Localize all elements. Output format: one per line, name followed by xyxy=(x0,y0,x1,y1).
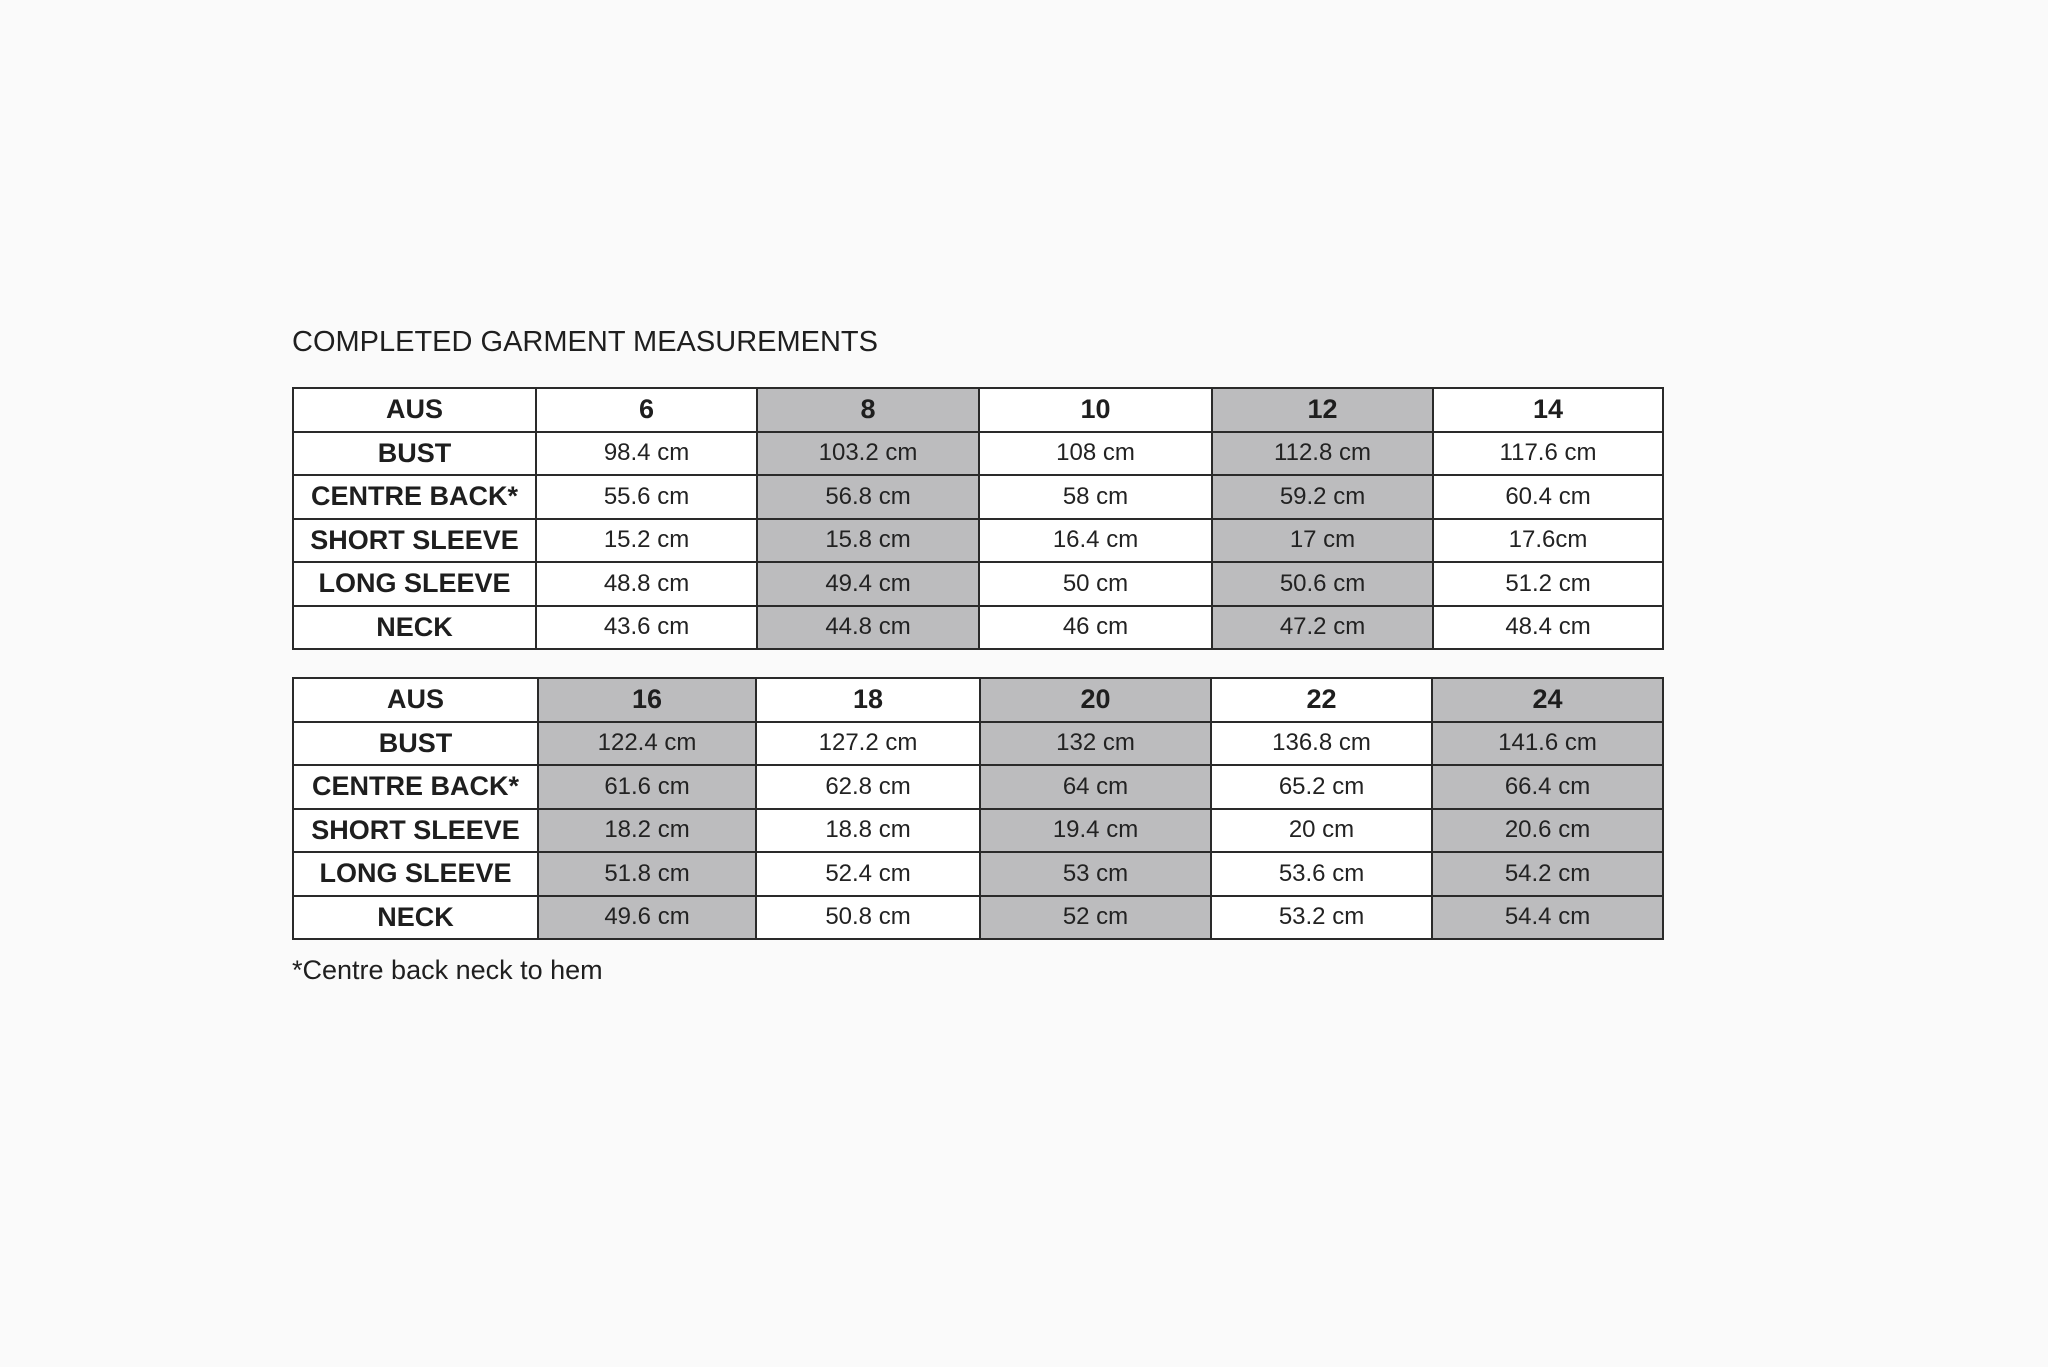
measurement-cell: 60.4 cm xyxy=(1433,475,1663,519)
size-header-cell: 12 xyxy=(1212,388,1433,432)
size-header-cell: 14 xyxy=(1433,388,1663,432)
measurement-cell: 132 cm xyxy=(980,722,1211,766)
measurement-cell: 103.2 cm xyxy=(757,432,979,476)
table-row xyxy=(293,432,1663,476)
measurement-cell: 52.4 cm xyxy=(756,852,980,896)
table-header-row xyxy=(293,678,1663,722)
measurements-table-sizes-16-24 xyxy=(292,677,1664,940)
table-row xyxy=(293,852,1663,896)
measurement-cell: 50 cm xyxy=(979,562,1212,606)
measurement-cell: 43.6 cm xyxy=(536,606,757,650)
measurement-cell: 16.4 cm xyxy=(979,519,1212,563)
size-header-cell: 16 xyxy=(538,678,756,722)
measurement-cell: 136.8 cm xyxy=(1211,722,1432,766)
measurement-cell: 117.6 cm xyxy=(1433,432,1663,476)
table-row xyxy=(293,722,1663,766)
measurement-cell: 62.8 cm xyxy=(756,765,980,809)
measurement-cell: 53 cm xyxy=(980,852,1211,896)
measurements-table-sizes-6-14 xyxy=(292,387,1664,650)
measurement-cell: 17 cm xyxy=(1212,519,1433,563)
row-label-cell: SHORT SLEEVE xyxy=(293,519,536,563)
row-label-cell: SHORT SLEEVE xyxy=(293,809,538,853)
measurement-cell: 47.2 cm xyxy=(1212,606,1433,650)
measurement-cell: 55.6 cm xyxy=(536,475,757,519)
table-row xyxy=(293,809,1663,853)
size-header-cell: 10 xyxy=(979,388,1212,432)
measurement-cell: 49.6 cm xyxy=(538,896,756,940)
measurement-cell: 54.2 cm xyxy=(1432,852,1663,896)
measurement-cell: 65.2 cm xyxy=(1211,765,1432,809)
measurement-cell: 112.8 cm xyxy=(1212,432,1433,476)
measurement-cell: 53.6 cm xyxy=(1211,852,1432,896)
table-row xyxy=(293,562,1663,606)
table-header-row xyxy=(293,388,1663,432)
measurement-cell: 46 cm xyxy=(979,606,1212,650)
measurement-cell: 52 cm xyxy=(980,896,1211,940)
header-label-cell: AUS xyxy=(293,388,536,432)
measurement-cell: 122.4 cm xyxy=(538,722,756,766)
size-header-cell: 6 xyxy=(536,388,757,432)
page-title: COMPLETED GARMENT MEASUREMENTS xyxy=(292,326,878,358)
measurement-cell: 51.2 cm xyxy=(1433,562,1663,606)
measurement-cell: 56.8 cm xyxy=(757,475,979,519)
measurement-cell: 15.2 cm xyxy=(536,519,757,563)
measurement-cell: 44.8 cm xyxy=(757,606,979,650)
table-row xyxy=(293,475,1663,519)
header-label-cell: AUS xyxy=(293,678,538,722)
measurement-cell: 53.2 cm xyxy=(1211,896,1432,940)
measurement-cell: 127.2 cm xyxy=(756,722,980,766)
table-row xyxy=(293,519,1663,563)
measurement-cell: 61.6 cm xyxy=(538,765,756,809)
row-label-cell: BUST xyxy=(293,722,538,766)
row-label-cell: NECK xyxy=(293,896,538,940)
size-header-cell: 20 xyxy=(980,678,1211,722)
measurement-cell: 58 cm xyxy=(979,475,1212,519)
measurement-cell: 66.4 cm xyxy=(1432,765,1663,809)
footnote: *Centre back neck to hem xyxy=(292,955,603,985)
measurement-cell: 51.8 cm xyxy=(538,852,756,896)
measurement-cell: 59.2 cm xyxy=(1212,475,1433,519)
size-header-cell: 22 xyxy=(1211,678,1432,722)
measurement-cell: 17.6cm xyxy=(1433,519,1663,563)
measurement-cell: 54.4 cm xyxy=(1432,896,1663,940)
measurement-cell: 20.6 cm xyxy=(1432,809,1663,853)
row-label-cell: CENTRE BACK* xyxy=(293,765,538,809)
measurement-cell: 50.6 cm xyxy=(1212,562,1433,606)
measurement-cell: 49.4 cm xyxy=(757,562,979,606)
measurement-cell: 108 cm xyxy=(979,432,1212,476)
measurement-cell: 48.4 cm xyxy=(1433,606,1663,650)
table-row xyxy=(293,896,1663,940)
row-label-cell: LONG SLEEVE xyxy=(293,852,538,896)
size-header-cell: 8 xyxy=(757,388,979,432)
size-header-cell: 18 xyxy=(756,678,980,722)
measurement-cell: 141.6 cm xyxy=(1432,722,1663,766)
table-row xyxy=(293,606,1663,650)
row-label-cell: LONG SLEEVE xyxy=(293,562,536,606)
table-row xyxy=(293,765,1663,809)
measurement-cell: 19.4 cm xyxy=(980,809,1211,853)
row-label-cell: CENTRE BACK* xyxy=(293,475,536,519)
size-header-cell: 24 xyxy=(1432,678,1663,722)
row-label-cell: BUST xyxy=(293,432,536,476)
measurement-cell: 18.2 cm xyxy=(538,809,756,853)
measurement-cell: 50.8 cm xyxy=(756,896,980,940)
measurement-cell: 15.8 cm xyxy=(757,519,979,563)
measurement-cell: 98.4 cm xyxy=(536,432,757,476)
row-label-cell: NECK xyxy=(293,606,536,650)
measurement-cell: 20 cm xyxy=(1211,809,1432,853)
measurement-cell: 18.8 cm xyxy=(756,809,980,853)
measurement-cell: 64 cm xyxy=(980,765,1211,809)
measurement-cell: 48.8 cm xyxy=(536,562,757,606)
